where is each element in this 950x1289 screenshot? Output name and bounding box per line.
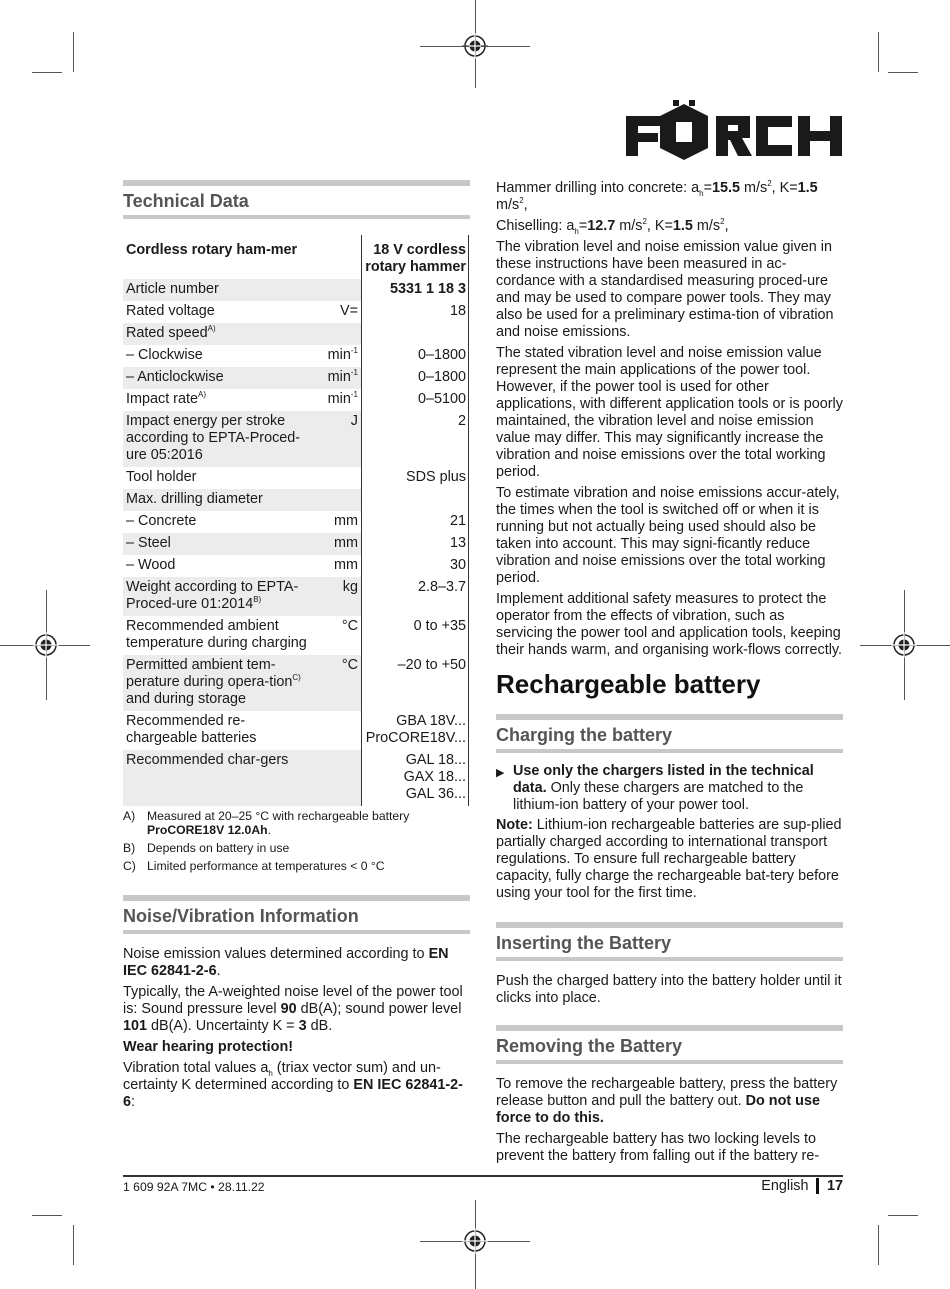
crop-mark <box>888 72 918 73</box>
table-row: Recommended re-chargeable batteries GBA 18V... ProCORE18V... <box>123 711 469 750</box>
registration-mark-icon <box>891 632 917 658</box>
table-row: – Wood mm 30 <box>123 555 469 577</box>
footnote: B) Depends on battery in use <box>123 841 290 855</box>
vibration-info-paragraph: The stated vibration level and noise emission value represent the main applications of the power tool. However, if the power tool is used for other applications, with different application tools or is poorly maintained, the vibration level and noise emission value may differ. This may significantly increase the vibration and noise emissions over the total working period. <box>496 345 843 480</box>
table-row: Rated voltage V= 18 <box>123 301 469 323</box>
vibration-info-paragraph: Implement additional safety measures to protect the operator from the effects of vibration, such as servicing the power tool and application tools, keeping their hands warm, and organising work-flows correctly. <box>496 591 843 658</box>
chiselling-vibration: Chiselling: $a_h=12.7$ $m/s^2$, K=1.5 $m/s^2$, <box>496 217 729 236</box>
registration-mark-icon <box>462 33 488 59</box>
rechargeable-battery-title: Rechargeable battery <box>496 669 761 699</box>
footnote: C) Limited performance at temperatures < 0 °C <box>123 859 385 873</box>
removing-heading: Removing the Battery <box>496 1025 843 1064</box>
page-number: 17 <box>826 1178 843 1194</box>
table-row: – Concrete mm 21 <box>123 511 469 533</box>
crop-mark <box>32 72 62 73</box>
charging-heading: Charging the battery <box>496 714 843 753</box>
inserting-heading: Inserting the Battery <box>496 922 843 961</box>
forch-logo <box>626 100 844 164</box>
crop-mark <box>73 32 74 72</box>
table-row: Weight according to EPTA-Proced-ure $01:2014^{B)}$ kg 2.8–3.7 <box>123 577 469 616</box>
table-row: – Steel mm 13 <box>123 533 469 555</box>
locking-text: The rechargeable battery has two locking levels to prevent the battery from falling out if the battery re- <box>496 1131 820 1164</box>
removing-text: To remove the rechargeable battery, press the battery release button and pull the battery out. Do not use force to do this. <box>496 1076 838 1126</box>
technical-data-heading: Technical Data <box>123 180 470 219</box>
table-row: – Clockwise $\min^{-1}$ 0–1800 <box>123 345 469 367</box>
noise-paragraph: Noise emission values determined according to EN IEC 62841-2-6. <box>123 946 449 979</box>
table-row: Recommended char-gers GAL 18... GAX 18... GAL 36... <box>123 750 469 806</box>
table-row: Recommended ambient temperature during charging °C 0 to +35 <box>123 616 469 655</box>
registration-mark-icon <box>33 632 59 658</box>
table-row: Permitted ambient tem-perature during opera-tion$^{C)}$ and during storage °C –20 to +50 <box>123 655 469 711</box>
crop-mark <box>888 1215 918 1216</box>
registration-mark-icon <box>462 1228 488 1254</box>
footnote: A) Measured at 20–25 °C with rechargeable battery ProCORE18V 12.0Ah. <box>123 809 410 837</box>
vibration-info-paragraph: The vibration level and noise emission value given in these instructions have been measured in ac-cordance with a standardised measuring proced-ure and may be used to compare power tools. They may also be used for a preliminary estima-tion of vibration and noise emissions. <box>496 239 834 340</box>
right-column <box>496 180 843 1169</box>
crop-mark <box>878 32 879 72</box>
charger-instruction: ▶ Use only the chargers listed in the technical data. Only these chargers are matched to the lithium-ion battery of your power tool. <box>496 763 814 813</box>
table-row: Max. drilling diameter <box>123 489 469 511</box>
hammer-drilling-vibration: Hammer drilling into concrete: $a_h=15.5$ $m/s^2$, K=1.5 $m/s^2$, <box>496 179 818 213</box>
table-row: – Anticlockwise $\min^{-1}$ 0–1800 <box>123 367 469 389</box>
technical-data-table <box>123 235 469 806</box>
footer-divider <box>816 1178 819 1194</box>
document-code: 1 609 92A 7MC • 28.11.22 <box>123 1180 265 1194</box>
battery-note: Note: Lithium-ion rechargeable batteries are sup-plied partially charged according to international transport regulations. To ensure full rechargeable battery capacity, fully charge the rechargeable bat-tery before using your tool for the first time. <box>496 817 842 901</box>
language-label: English <box>761 1178 809 1194</box>
table-row: Article number 5331 1 18 3 <box>123 279 469 301</box>
table-row: Rated speed$^{A)}$ <box>123 323 469 345</box>
table-header-model: 18 V cordless rotary hammer <box>362 235 469 279</box>
table-header-product: Cordless rotary ham-mer <box>126 242 298 258</box>
page-footer <box>761 1178 843 1194</box>
table-row: Impact energy per stroke according to EPTA-Proced-ure 05:2016 J 2 <box>123 411 469 467</box>
inserting-text: Push the charged battery into the battery holder until it clicks into place. <box>496 973 842 1006</box>
noise-level-paragraph: Typically, the A-weighted noise level of the power tool is: Sound pressure level 90 dB(A); sound power level 101 dB(A). Uncertainty K = 3 dB. <box>123 984 463 1034</box>
crop-mark <box>73 1225 74 1265</box>
hearing-protection-warning: Wear hearing protection! <box>123 1039 294 1055</box>
table-row: Impact rate$^{A)}$ $\min^{-1}$ 0–5100 <box>123 389 469 411</box>
left-column <box>123 180 470 1115</box>
table-row: Tool holder SDS plus <box>123 467 469 489</box>
footer-rule <box>123 1175 843 1177</box>
vibration-info-paragraph: To estimate vibration and noise emissions accur-ately, the times when the tool is switched off or when it is running but not actually being used should also be taken into account. This may signi-ficantly reduce vibration and noise emissions over the total working period. <box>496 485 840 586</box>
crop-mark <box>878 1225 879 1265</box>
vibration-paragraph: Vibration total values $a_h$ (triax vector sum) and un-certainty K determined according to EN IEC 62841-2-6: <box>123 1060 463 1110</box>
crop-mark <box>32 1215 62 1216</box>
noise-vibration-heading: Noise/Vibration Information <box>123 895 470 934</box>
triangle-bullet-icon: ▶ <box>496 767 505 779</box>
footnotes <box>123 809 470 873</box>
